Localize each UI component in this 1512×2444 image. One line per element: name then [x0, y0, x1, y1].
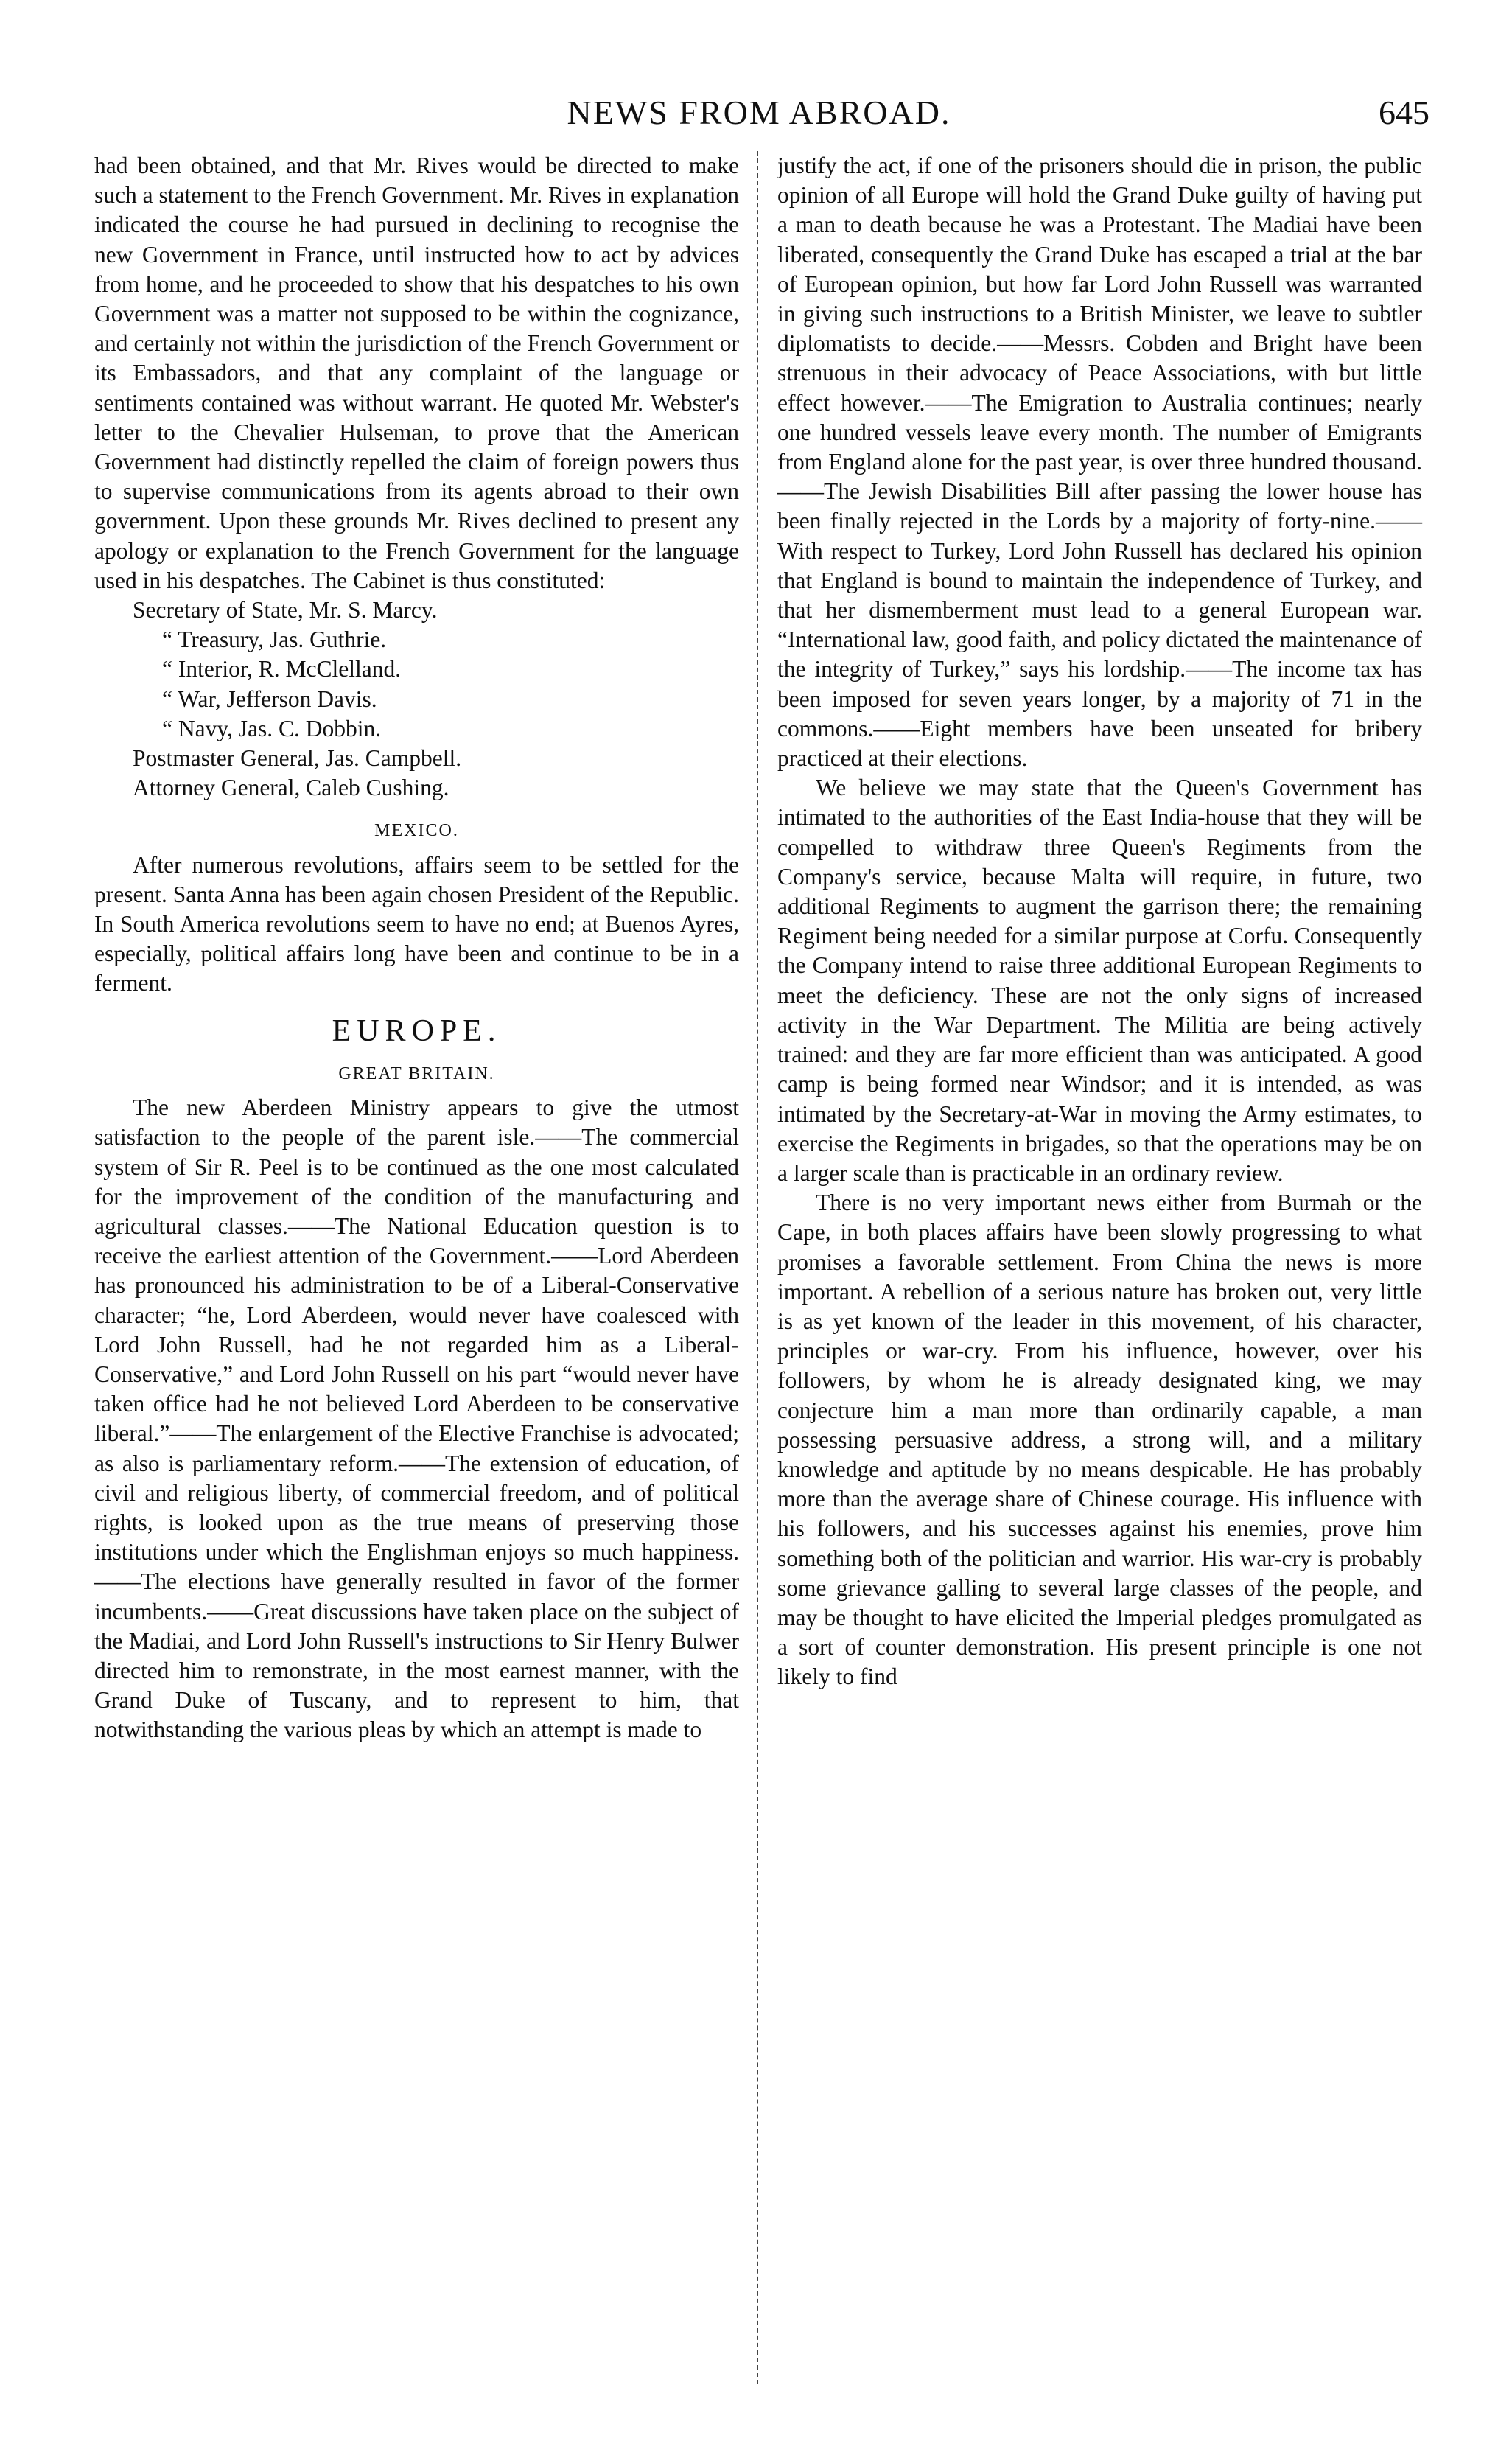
page-number: 645 — [1379, 94, 1429, 131]
cabinet-item: “ Interior, R. McClelland. — [162, 656, 402, 682]
column-divider — [757, 151, 758, 2384]
europe-heading: EUROPE. — [332, 1013, 502, 1048]
paragraph-madiai: justify the act, if one of the prisoners should die in prison, the public opinion of all Europe will hold the Grand Duke guilty of having put a man to death because he was a Protestant. The Madiai have been liberated, consequently the Grand Duke has escaped a trial at the bar of European opinion, but how far Lord John Russell was warranted in giving such instructions to a British Minister, we leave to subtler diplomatists to decide.——Messrs. Cobden and Bright have been strenuous in their advocacy of Peace Associations, with but little effect however.——The Emigration to Australia continues; nearly one hundred vessels leave every month. The number of Emigrants from England alone for the past year, is over three hundred thousand.——The Jewish Disabilities Bill after passing the lower house has been finally rejected in the Lords by a majority of forty-nine.——With respect to Turkey, Lord John Russell has declared his opinion that England is bound to maintain the independence of Turkey, and that her dismemberment must lead to a general European war. “International law, good faith, and policy dictated the maintenance of the integrity of Turkey,” says his lordship.——The income tax has been imposed for seven years longer, by a majority of 71 in the commons.——Eight members have been unseated for bribery practiced at their elections. — [777, 153, 1422, 772]
cabinet-item: “ War, Jefferson Davis. — [162, 685, 377, 712]
left-column — [94, 151, 739, 1745]
right-column — [777, 151, 1422, 1692]
paragraph-mexico: After numerous revolutions, affairs seem to be settled for the present. Santa Anna has been again chosen President of the Republic. In South America revolutions seem to have no end; at Buenos Ayres, especially, political affairs long have been and continue to be in a ferment. — [94, 851, 739, 996]
cabinet-item: “ Navy, Jas. C. Dobbin. — [162, 715, 382, 741]
running-title: NEWS FROM ABROAD. — [567, 94, 951, 131]
cabinet-list — [133, 596, 739, 803]
running-head — [88, 87, 1429, 139]
paragraph-rives: had been obtained, and that Mr. Rives would be directed to make such a statement to the French Government. Mr. Rives in explanation indicated the course he had pursued in declining to recognise the new Government in France, until instructed how to act by advices from home, and he proceeded to show that his despatches to his own Government was a matter not supposed to be within the cognizance, and certainly not within the jurisdiction of the French Government or its Embassadors, and that any complaint of the language or sentiments contained was without warrant. He quoted Mr. Webster's letter to the Chevalier Hulseman, to prove that the American Government had distinctly repelled the claim of foreign powers thus to supervise communications from its agents abroad to their own government. Upon these grounds Mr. Rives declined to present any apology or explanation to the French Government for the language used in his despatches. The Cabinet is thus constituted: — [94, 153, 739, 593]
mexico-heading: MEXICO. — [374, 821, 459, 841]
paragraph-great-britain: The new Aberdeen Ministry appears to give the utmost satisfaction to the people of the parent isle.——The commercial system of Sir R. Peel is to be continued as the one most calculated for the improvement of the condition of the manufacturing and agricultural classes.——The National Education question is to receive the earliest attention of the Government.——Lord Aberdeen has pronounced his administration to be of a Liberal-Conservative character; “he, Lord Aberdeen, would never have coalesced with Lord John Russell, had he not regarded him as a Liberal-Conservative,” and Lord John Russell on his part “would never have taken office had he not believed Lord Aberdeen to be conservative liberal.”——The enlargement of the Elective Franchise is advocated; as also is parliamentary reform.——The extension of education, of civil and religious liberty, of commercial freedom, and of political rights, is looked upon as the true means of preserving those institutions under which the Englishman enjoys so much happiness.——The elections have generally resulted in favor of the former incumbents.——Great discussions have taken place on the subject of the Madiai, and Lord John Russell's instructions to Sir Henry Bulwer directed him to remonstrate, in the most earnest manner, with the Grand Duke of Tuscany, and to represent to him, that notwithstanding the various pleas by which an attempt is made to — [94, 1094, 739, 1743]
cabinet-item: Attorney General, Caleb Cushing. — [133, 775, 449, 801]
cabinet-item: Secretary of State, Mr. S. Marcy. — [133, 597, 438, 624]
great-britain-heading: GREAT BRITAIN. — [338, 1064, 495, 1083]
cabinet-item: “ Treasury, Jas. Guthrie. — [162, 626, 387, 653]
cabinet-item: Postmaster General, Jas. Campbell. — [133, 745, 462, 772]
paragraph-regiments: We believe we may state that the Queen's Government has intimated to the authorities of the East India-house that they will be compelled to withdraw three Queen's Regiments from the Company's service, because Malta will require, in future, two additional Regiments to augment the garrison there; the remaining Regiment being needed for a similar purpose at Corfu. Consequently the Company intend to raise three additional European Regiments to meet the deficiency. These are not the only signs of increased activity in the War Department. The Militia are being actively trained: and they are far more efficient than was anticipated. A good camp is being formed near Windsor; and it is intended, as was intimated by the Secretary-at-War in moving the Army estimates, to exercise the Regiments in brigades, so that the operations may be on a larger scale than is practicable in an ordinary review. — [777, 775, 1422, 1186]
paragraph-china: There is no very important news either from Burmah or the Cape, in both places affairs have been slowly progressing to what promises a favorable settlement. From China the news is more important. A rebellion of a serious nature has broken out, very little is as yet known of the leader in this movement, of his character, principles or war-cry. From his influence, however, over his followers, by whom he is already designated king, we may conjecture him a man more than ordinarily capable, a man possessing persuasive address, a strong will, and a military knowledge and aptitude by no means despicable. He has probably more than the average share of Chinese courage. His influence with his followers, and his successes against his enemies, prove him something both of the politician and warrior. His war-cry is probably some grievance galling to several large classes of the people, and may be thought to have elicited the Imperial pledges promulgated as a sort of counter demonstration. His present principle is one not likely to find — [777, 1190, 1422, 1690]
